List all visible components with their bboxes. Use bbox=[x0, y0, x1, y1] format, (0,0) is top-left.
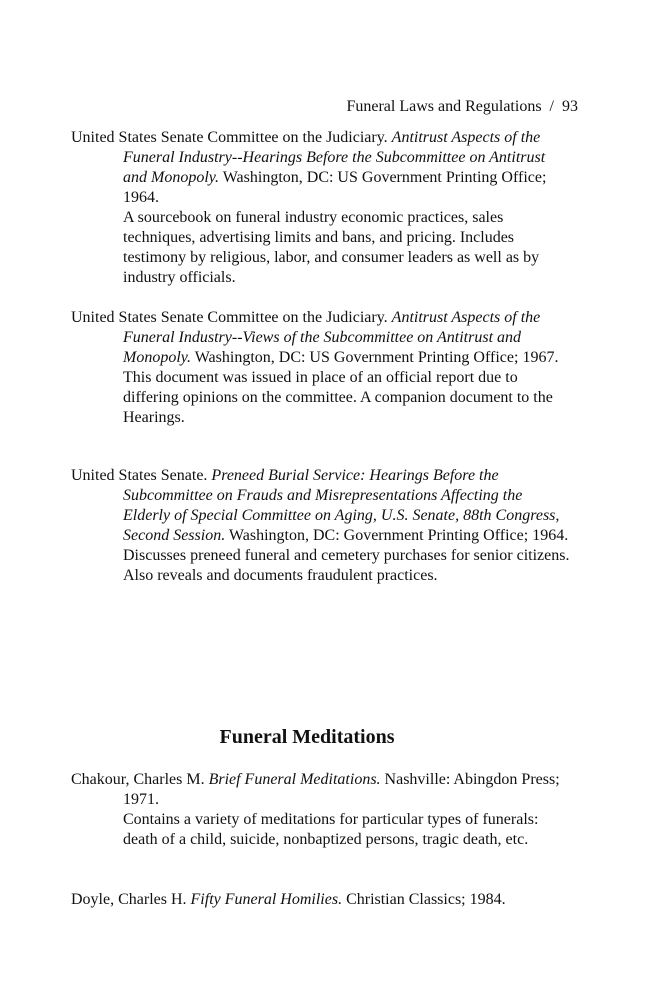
entry-title: Preneed Burial Service: Hearings Before the Subcommittee on Frauds and Misrepresentations Affecting the Elderly of Special Committee on Aging, U.S. Senate, 88th Congress, Second Session. bbox=[123, 467, 560, 544]
citation bbox=[71, 466, 571, 546]
entry-title: Fifty Funeral Homilies. bbox=[190, 891, 343, 908]
entry-author: United States Senate. bbox=[71, 467, 208, 484]
entry-title: Antitrust Aspects of the Funeral Industry--Views of the Subcommittee on Antitrust and Monopoly. bbox=[123, 309, 541, 366]
running-title: Funeral Laws and Regulations bbox=[346, 98, 542, 115]
entry-author: United States Senate Committee on the Judiciary. bbox=[71, 129, 388, 146]
entry-author: Chakour, Charles M. bbox=[71, 771, 205, 788]
page-number: 93 bbox=[562, 98, 578, 115]
entry-publication: Nashville: Abingdon Press; 1971. bbox=[123, 771, 560, 808]
bibliography-entry bbox=[71, 770, 571, 850]
entry-title: Antitrust Aspects of the Funeral Industry--Hearings Before the Subcommittee on Antitrust and Monopoly. bbox=[123, 129, 546, 186]
entry-publication: Washington, DC: Government Printing Office; 1964. bbox=[228, 527, 569, 544]
entry-title: Brief Funeral Meditations. bbox=[208, 771, 381, 788]
citation bbox=[71, 128, 571, 208]
citation bbox=[71, 308, 571, 368]
bibliography-entry bbox=[71, 466, 571, 586]
entry-publication: Christian Classics; 1984. bbox=[346, 891, 506, 908]
bibliography-entry bbox=[71, 128, 571, 288]
entry-annotation: A sourcebook on funeral industry economic practices, sales techniques, advertising limits and bans, and pricing. Includes testimony by religious, labor, and consumer leaders as well as by industry officials. bbox=[123, 209, 540, 286]
bibliography-entry bbox=[71, 308, 571, 428]
bibliography-entry bbox=[71, 890, 571, 910]
citation bbox=[71, 770, 571, 810]
section-heading: Funeral Meditations bbox=[219, 726, 395, 748]
entry-publication: Washington, DC: US Government Printing Office; 1967. bbox=[194, 349, 559, 366]
header-separator: / bbox=[549, 98, 554, 115]
entry-annotation: Discusses preneed funeral and cemetery purchases for senior citizens. Also reveals and documents fraudulent practices. bbox=[123, 547, 570, 584]
entry-publication: Washington, DC: US Government Printing Office; 1964. bbox=[123, 169, 547, 206]
entry-author: Doyle, Charles H. bbox=[71, 891, 187, 908]
citation bbox=[71, 890, 571, 910]
running-header bbox=[346, 96, 578, 118]
entry-annotation: Contains a variety of meditations for particular types of funerals: death of a child, suicide, nonbaptized persons, tragic death, etc. bbox=[123, 811, 539, 848]
entry-annotation: This document was issued in place of an official report due to differing opinions on the committee. A companion document to the Hearings. bbox=[123, 369, 553, 426]
entry-author: United States Senate Committee on the Judiciary. bbox=[71, 309, 388, 326]
